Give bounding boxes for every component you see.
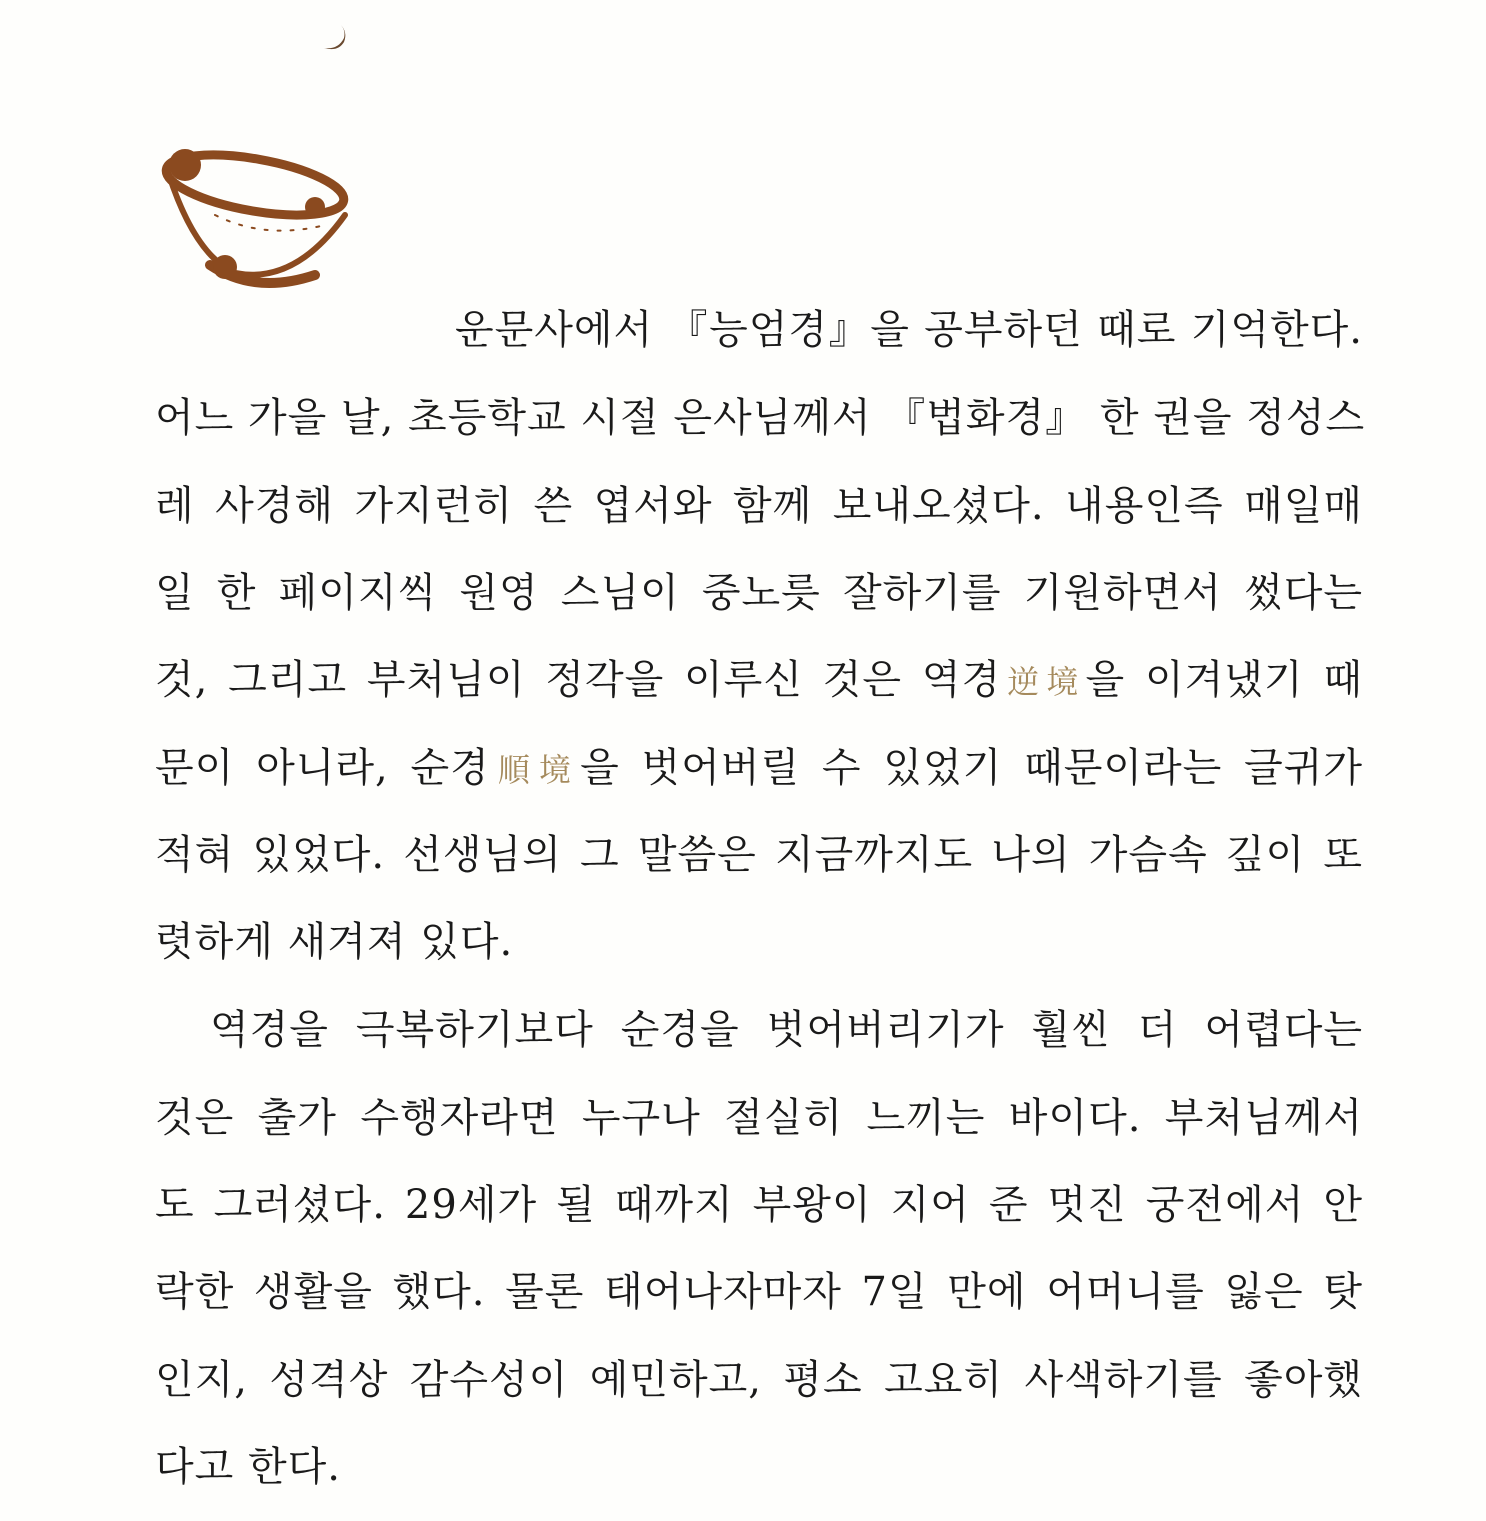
text-segment: 문이 아니라, 순경 — [155, 745, 490, 791]
text-line: 적혀 있었다. 선생님의 그 말씀은 지금까지도 나의 가슴속 깊이 또 — [155, 832, 1363, 878]
text-line: 다고 한다. — [155, 1444, 341, 1490]
hanja-annotation: 逆境 — [1001, 663, 1086, 701]
text-line: 것은 출가 수행자라면 누구나 절실히 느끼는 바이다. 부처님께서 — [155, 1095, 1363, 1141]
text-line: 도 그러셨다. 29세가 될 때까지 부왕이 지어 준 멋진 궁전에서 안 — [155, 1182, 1363, 1228]
text-line: 역경을 극복하기보다 순경을 벗어버리기가 훨씬 더 어렵다는 — [210, 1007, 1363, 1053]
brush-mark-icon — [318, 18, 358, 58]
text-line — [155, 741, 1363, 795]
text-line: 인지, 성격상 감수성이 예민하고, 평소 고요히 사색하기를 좋아했 — [155, 1357, 1363, 1403]
text-line: 렷하게 새겨져 있다. — [155, 919, 514, 965]
text-line: 어느 가을 날, 초등학교 시절 은사님께서 『법화경』 한 권을 정성스 — [155, 395, 1366, 441]
text-segment: 을 벗어버릴 수 있었기 때문이라는 글귀가 — [580, 745, 1363, 791]
text-segment: 것, 그리고 부처님이 정각을 이루신 것은 역경 — [155, 657, 1002, 703]
text-line: 운문사에서 『능엄경』을 공부하던 때로 기억한다. — [455, 307, 1363, 353]
text-line: 레 사경해 가지런히 쓴 엽서와 함께 보내오셨다. 내용인즉 매일매 — [155, 483, 1363, 529]
text-line: 락한 생활을 했다. 물론 태어나자마자 7일 만에 어머니를 잃은 탓 — [155, 1269, 1363, 1315]
hanja-annotation: 順境 — [489, 751, 581, 789]
text-segment: 을 이겨냈기 때 — [1085, 657, 1363, 703]
text-line — [155, 653, 1363, 707]
text-line: 일 한 페이지씩 원영 스님이 중노릇 잘하기를 기원하면서 썼다는 — [155, 570, 1363, 616]
bowl-illustration-icon — [155, 145, 370, 305]
